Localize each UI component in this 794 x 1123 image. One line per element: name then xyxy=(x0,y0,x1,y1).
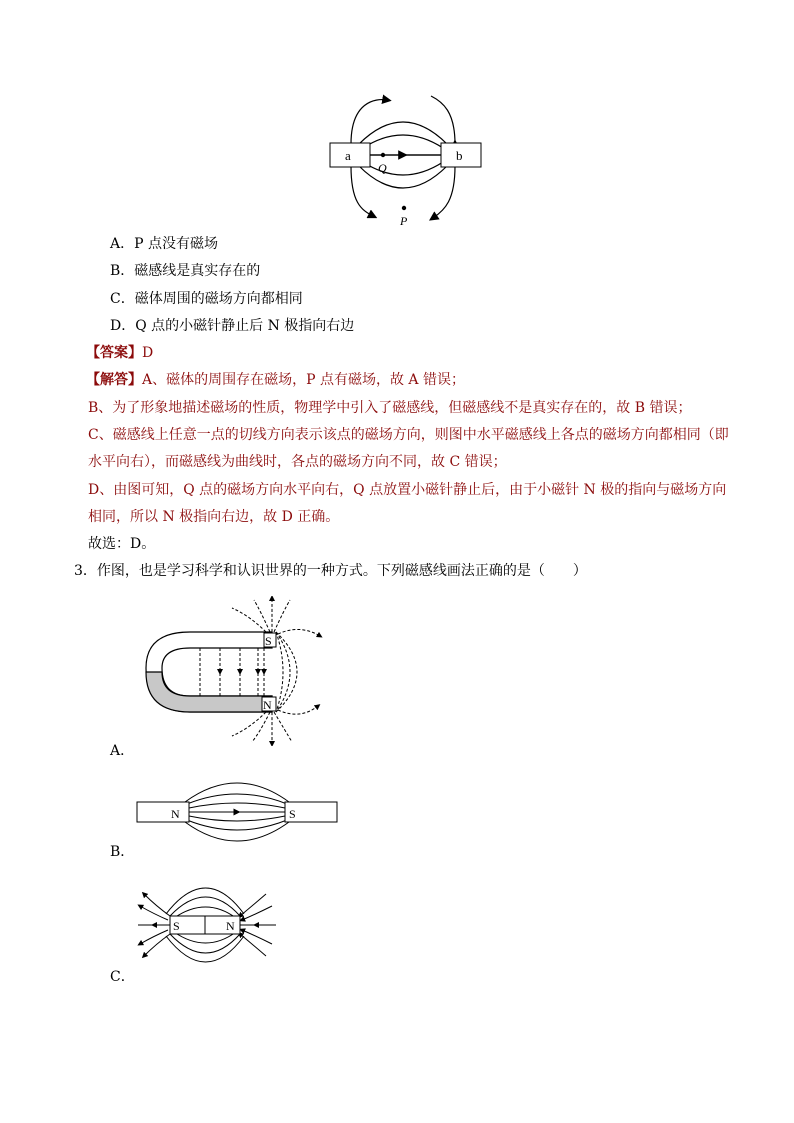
option-q2-a: A．P 点没有磁场 xyxy=(110,236,218,252)
option-q3-b: B． xyxy=(110,844,135,860)
label-q: Q xyxy=(378,161,387,175)
figb-n-label: N xyxy=(171,807,180,821)
answer-value: D xyxy=(142,345,154,361)
answer-line xyxy=(86,343,153,363)
analysis-line-1 xyxy=(86,370,465,390)
figure-magnets-a-b xyxy=(325,92,490,232)
analysis-label: 【解答】 xyxy=(86,372,142,388)
label-p: P xyxy=(400,214,408,228)
analysis-line-2: B、为了形象地描述磁场的性质，物理学中引入了磁感线，但磁感线不是真实存在的，故 B 错误； xyxy=(88,400,692,416)
analysis-text-1: A、磁体的周围存在磁场，P 点有磁场，故 A 错误； xyxy=(142,372,465,388)
option-q2-b: B．磁感线是真实存在的 xyxy=(110,263,261,279)
option-q3-a: A． xyxy=(110,743,135,759)
label-b: b xyxy=(456,148,463,163)
figb-s-label: S xyxy=(289,807,296,821)
option-q3-c: C． xyxy=(110,969,135,985)
label-a: a xyxy=(345,148,351,163)
option-q2-d: D．Q 点的小磁针静止后 N 极指向右边 xyxy=(110,318,355,334)
figa-n-label: N xyxy=(263,698,272,712)
figa-s-label: S xyxy=(265,634,272,648)
figc-n-label: N xyxy=(226,919,235,933)
figure-option-c xyxy=(136,866,278,982)
option-q2-c: C．磁体周围的磁场方向都相同 xyxy=(110,291,303,307)
choose-line: 故选：D。 xyxy=(88,536,156,552)
figc-s-label: S xyxy=(173,919,180,933)
question-3: 3．作图，也是学习科学和认识世界的一种方式。下列磁感线画法正确的是（ ） xyxy=(74,563,587,579)
answer-label: 【答案】 xyxy=(86,345,142,361)
analysis-line-5: D、由图可知，Q 点的磁场方向水平向右，Q 点放置小磁针静止后，由于小磁针 N 极的指向与磁场方向 xyxy=(88,482,727,498)
figure-option-a xyxy=(140,596,340,746)
analysis-line-3: C、磁感线上任意一点的切线方向表示该点的磁场方向，则图中水平磁感线上各点的磁场方向都相同（即 xyxy=(88,427,729,443)
figure-option-b xyxy=(135,762,340,858)
analysis-line-4: 水平向右），而磁感线为曲线时，各点的磁场方向不同，故 C 错误； xyxy=(88,454,507,470)
analysis-line-6: 相同，所以 N 极指向右边，故 D 正确。 xyxy=(88,509,340,525)
